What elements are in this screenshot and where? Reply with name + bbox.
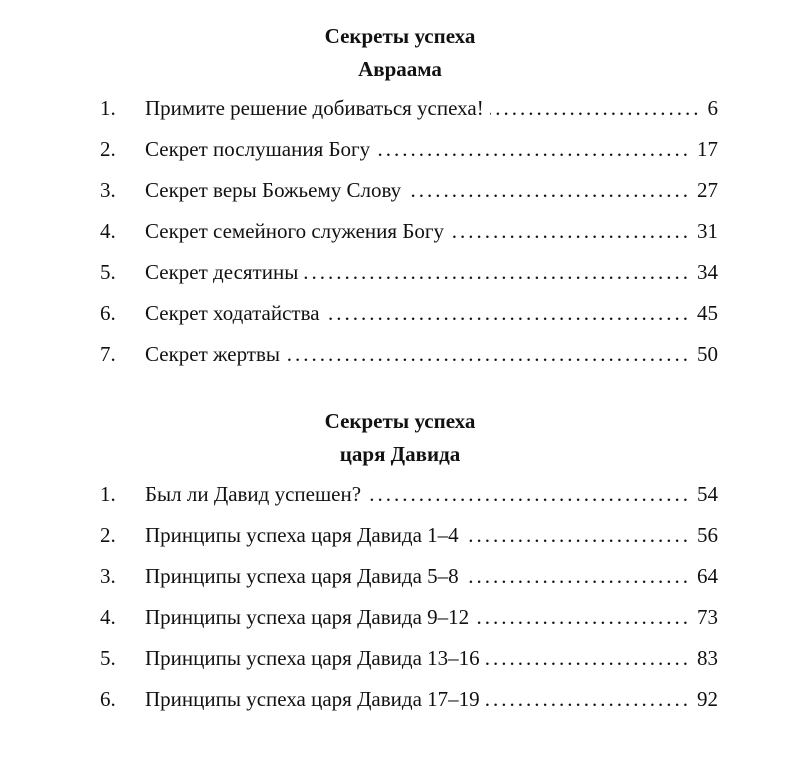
toc-entry[interactable] (100, 260, 718, 301)
toc-entry-page: 64 (697, 564, 718, 588)
toc-entry-title: Секрет семейного служения Богу (145, 219, 444, 243)
dot-leader (304, 260, 691, 285)
toc-entry-number: 4. (100, 605, 116, 629)
toc-entry[interactable] (100, 646, 718, 687)
section-heading (0, 405, 800, 471)
toc-entry-title: Принципы успеха царя Давида 9–12 (145, 605, 470, 629)
toc-entry[interactable] (100, 605, 718, 646)
toc-entry-title: Секрет жертвы (145, 342, 281, 366)
toc-entry-title: Принципы успеха царя Давида 1–4 (145, 523, 459, 547)
section-heading-line2: царя Давида (339, 442, 461, 466)
toc-entry-number: 2. (100, 523, 116, 547)
dot-leader (286, 342, 691, 367)
toc-entry-page: 45 (697, 301, 718, 325)
toc-entry-page: 17 (697, 137, 718, 161)
toc-entry-number: 3. (100, 178, 116, 202)
section-heading-line1: Секреты успеха (324, 24, 476, 48)
section-heading-line1: Секреты успеха (324, 409, 476, 433)
toc-entry-number: 5. (100, 260, 116, 284)
toc-entry-title: Секрет веры Божьему Слову (145, 178, 402, 202)
toc-entry[interactable] (100, 137, 718, 178)
toc-entry-page: 56 (697, 523, 718, 547)
toc-entry[interactable] (100, 96, 718, 137)
toc-entry-page: 54 (697, 482, 718, 506)
toc-entry-number: 7. (100, 342, 116, 366)
toc-entry[interactable] (100, 687, 718, 728)
toc-entry-number: 3. (100, 564, 116, 588)
toc-entry-page: 27 (697, 178, 718, 202)
toc-entry-page: 92 (697, 687, 718, 711)
toc-entry[interactable] (100, 342, 718, 383)
toc-list-abraham (100, 96, 718, 383)
dot-leader (490, 96, 702, 121)
dot-leader (465, 564, 691, 589)
toc-entry-title: Принципы успеха царя Давида 5–8 (145, 564, 459, 588)
dot-leader (486, 646, 691, 671)
toc-entry-number: 4. (100, 219, 116, 243)
toc-entry-page: 6 (707, 96, 718, 120)
toc-entry[interactable] (100, 523, 718, 564)
toc-entry-page: 83 (697, 646, 718, 670)
toc-entry-number: 5. (100, 646, 116, 670)
toc-entry-number: 2. (100, 137, 116, 161)
toc-entry-title: Был ли Давид успешен? (145, 482, 362, 506)
toc-section-abraham (0, 20, 800, 86)
toc-entry[interactable] (100, 219, 718, 260)
toc-section-david (0, 405, 800, 471)
dot-leader (486, 687, 691, 712)
dot-leader (450, 219, 691, 244)
toc-entry-page: 34 (697, 260, 718, 284)
toc-entry-title: Принципы успеха царя Давида 17–19 (145, 687, 480, 711)
toc-entry-title: Секрет послушания Богу (145, 137, 371, 161)
dot-leader (367, 482, 691, 507)
dot-leader (407, 178, 691, 203)
toc-entry-number: 6. (100, 687, 116, 711)
toc-list-david (100, 482, 718, 728)
toc-entry-number: 6. (100, 301, 116, 325)
dot-leader (465, 523, 691, 548)
toc-entry[interactable] (100, 482, 718, 523)
section-heading-line2: Авраама (358, 57, 442, 81)
toc-entry-title: Секрет ходатайства (145, 301, 320, 325)
toc-entry[interactable] (100, 564, 718, 605)
toc-entry-number: 1. (100, 96, 116, 120)
dot-leader (475, 605, 691, 630)
toc-entry-page: 73 (697, 605, 718, 629)
toc-entry-page: 31 (697, 219, 718, 243)
toc-entry[interactable] (100, 301, 718, 342)
toc-entry-page: 50 (697, 342, 718, 366)
section-heading (0, 20, 800, 86)
dot-leader (376, 137, 691, 162)
toc-entry-title: Принципы успеха царя Давида 13–16 (145, 646, 480, 670)
toc-entry-title: Секрет десятины (145, 260, 299, 284)
toc-entry[interactable] (100, 178, 718, 219)
toc-entry-title: Примите решение добиваться успеха! (145, 96, 484, 120)
toc-entry-number: 1. (100, 482, 116, 506)
dot-leader (326, 301, 691, 326)
